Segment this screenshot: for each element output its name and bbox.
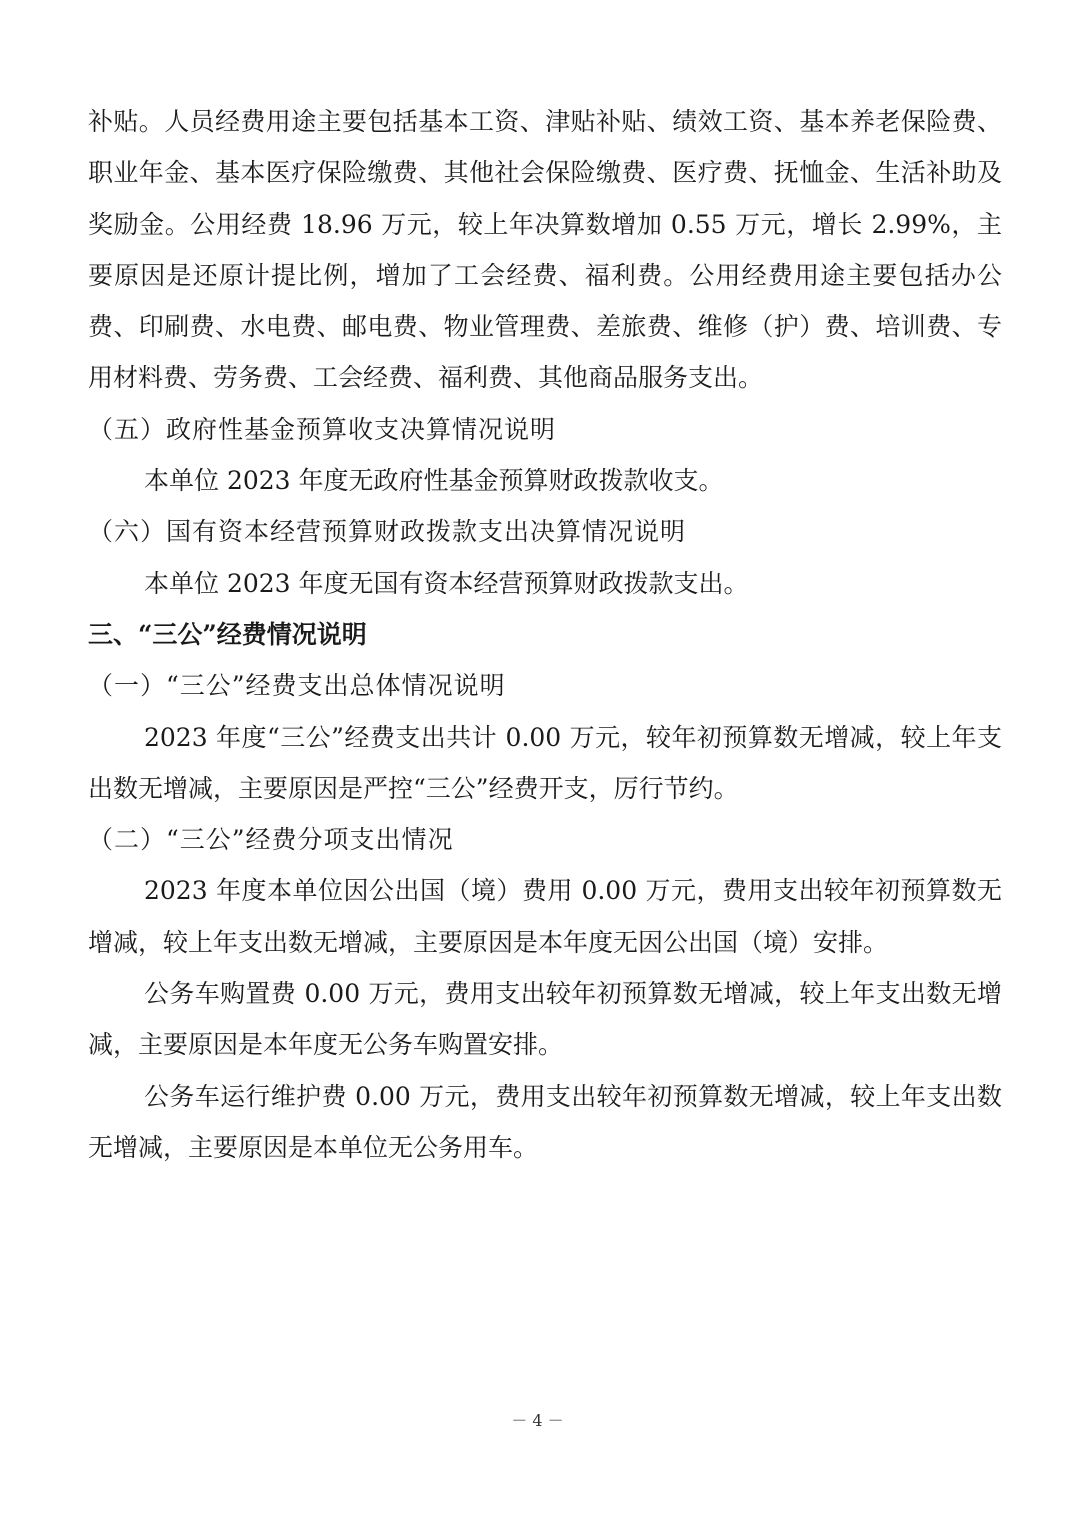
page-number: － 4 － <box>511 1411 564 1430</box>
paragraph-state-capital-budget: 本单位 2023 年度无国有资本经营预算财政拨款支出。 <box>144 568 749 598</box>
paragraph-personnel-and-public-expenses: 补贴。人员经费用途主要包括基本工资、津贴补贴、绩效工资、基本养老保险费、职业年金、基本医疗保险缴费、其他社会保险缴费、医疗费、抚恤金、生活补助及奖励金。公用经费 18.96 万元，较上年决算数增加 0.55 万元，增长 2.99%，主要原因是还原计提比例，增加了工会经费、福利费。公用经费用途主要包括办公费、印刷费、水电费、邮电费、物业管理费、差旅费、维修（护）费、培训费、专用材料费、劳务费、工会经费、福利费、其他商品服务支出。 <box>88 107 1002 393</box>
heading-three-public-expenses: 三、“三公”经费情况说明 <box>88 619 367 649</box>
paragraph-vehicle-maintenance: 公务车运行维护费 0.00 万元，费用支出较年初预算数无增减，较上年支出数无增减，主要原因是本单位无公务用车。 <box>88 1081 1002 1162</box>
document-body <box>88 96 1002 1173</box>
heading-state-capital-budget: （六）国有资本经营预算财政拨款支出决算情况说明 <box>88 517 687 547</box>
heading-three-public-overall: （一）“三公”经费支出总体情况说明 <box>88 671 506 701</box>
paragraph-vehicle-purchase: 公务车购置费 0.00 万元，费用支出较年初预算数无增减，较上年支出数无增减，主要原因是本年度无公务车购置安排。 <box>88 979 1002 1060</box>
paragraph-government-fund-budget: 本单位 2023 年度无政府性基金预算财政拨款收支。 <box>144 466 724 496</box>
heading-government-fund-budget: （五）政府性基金预算收支决算情况说明 <box>88 414 557 444</box>
paragraph-three-public-overall: 2023 年度“三公”经费支出共计 0.00 万元，较年初预算数无增减，较上年支出数无增减，主要原因是严控“三公”经费开支，厉行节约。 <box>88 722 1002 803</box>
paragraph-overseas-travel: 2023 年度本单位因公出国（境）费用 0.00 万元，费用支出较年初预算数无增减，较上年支出数无增减，主要原因是本年度无因公出国（境）安排。 <box>88 876 1002 957</box>
heading-three-public-itemized: （二）“三公”经费分项支出情况 <box>88 825 454 855</box>
